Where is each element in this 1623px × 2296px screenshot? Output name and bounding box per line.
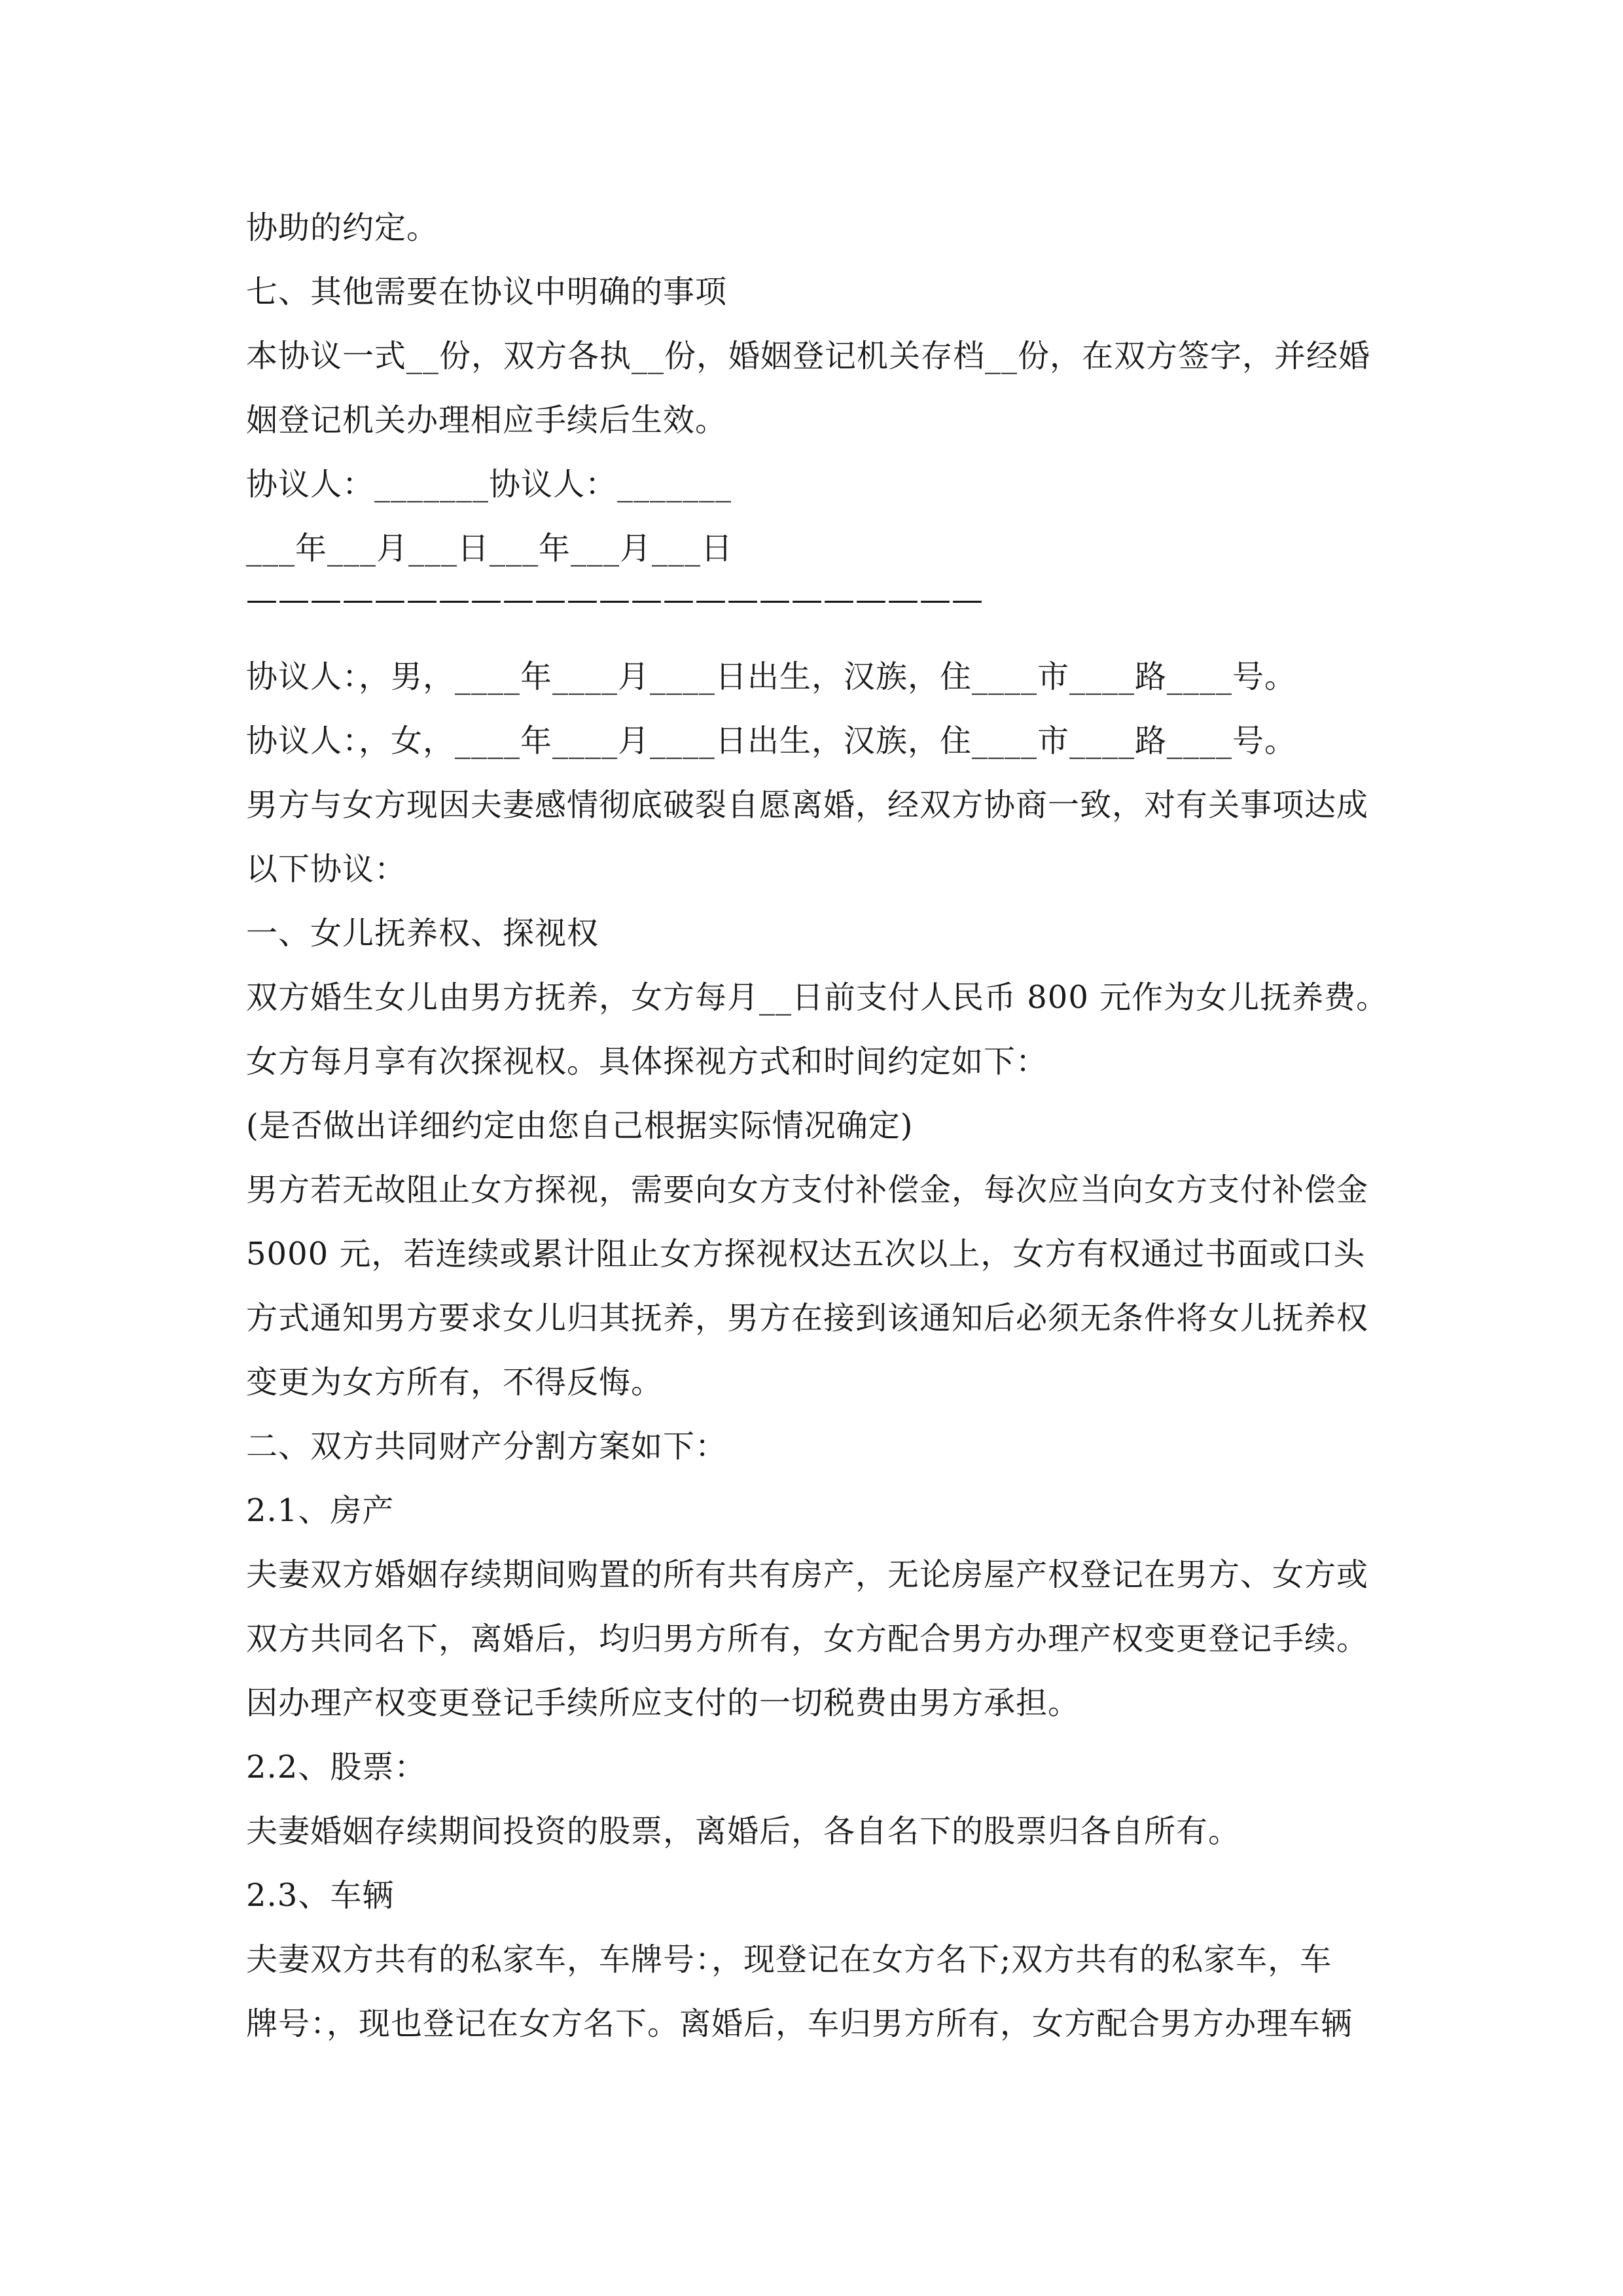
text-line: 协助的约定。 — [246, 209, 439, 246]
text-line: 牌号：，现也登记在女方名下。离婚后，车归男方所有，女方配合男方办理车辆 — [246, 2005, 1353, 2042]
subsection-heading: 2.3、车辆 — [246, 1877, 395, 1914]
section-heading: 二、双方共同财产分割方案如下： — [246, 1428, 728, 1465]
section-heading: 一、女儿抚养权、探视权 — [246, 915, 599, 952]
party-line: 协议人：，女，____年____月____日出生，汉族，住____市____路____号。 — [246, 723, 1297, 759]
subsection-heading: 2.2、股票： — [246, 1749, 427, 1785]
text-line: 夫妻婚姻存续期间投资的股票，离婚后，各自名下的股票归各自所有。 — [246, 1813, 1241, 1850]
text-line: 夫妻双方共有的私家车，车牌号：，现登记在女方名下;双方共有的私家车，车 — [246, 1941, 1332, 1978]
text-line: 双方共同名下，离婚后，均归男方所有，女方配合男方办理产权变更登记手续。 — [246, 1621, 1369, 1657]
subsection-heading: 2.1、房产 — [246, 1492, 395, 1529]
text-line: 姻登记机关办理相应手续后生效。 — [246, 402, 728, 439]
text-line: (是否做出详细约定由您自己根据实际情况确定) — [246, 1107, 914, 1144]
separator-line: ——————————————————————— — [246, 581, 984, 618]
text-line: 因办理产权变更登记手续所应支付的一切税费由男方承担。 — [246, 1685, 1080, 1721]
text-line: 方式通知男方要求女儿归其抚养，男方在接到该通知后必须无条件将女儿抚养权 — [246, 1300, 1369, 1336]
text-line: 女方每月享有次探视权。具体探视方式和时间约定如下： — [246, 1043, 1048, 1080]
text-line: 夫妻双方婚姻存续期间购置的所有共有房产，无论房屋产权登记在男方、女方或 — [246, 1556, 1369, 1593]
text-line: 变更为女方所有，不得反悔。 — [246, 1364, 664, 1401]
text-line: 本协议一式__份，双方各执__份，婚姻登记机关存档__份，在双方签字，并经婚 — [246, 338, 1371, 374]
text-line: 男方若无故阻止女方探视，需要向女方支付补偿金，每次应当向女方支付补偿金 — [246, 1172, 1369, 1208]
signature-line: 协议人：_______协议人：_______ — [246, 466, 732, 503]
text-line: 双方婚生女儿由男方抚养，女方每月__日前支付人民币 800 元作为女儿抚养费。 — [246, 979, 1389, 1016]
party-line: 协议人：，男，____年____月____日出生，汉族，住____市____路____号。 — [246, 658, 1297, 695]
text-line: 5000 元，若连续或累计阻止女方探视权达五次以上，女方有权通过书面或口头 — [246, 1236, 1366, 1272]
text-line: 以下协议： — [246, 851, 407, 888]
section-heading: 七、其他需要在协议中明确的事项 — [246, 274, 728, 310]
date-line: ___年___月___日___年___月___日 — [246, 530, 734, 567]
text-line: 男方与女方现因夫妻感情彻底破裂自愿离婚，经双方协商一致，对有关事项达成 — [246, 787, 1369, 823]
